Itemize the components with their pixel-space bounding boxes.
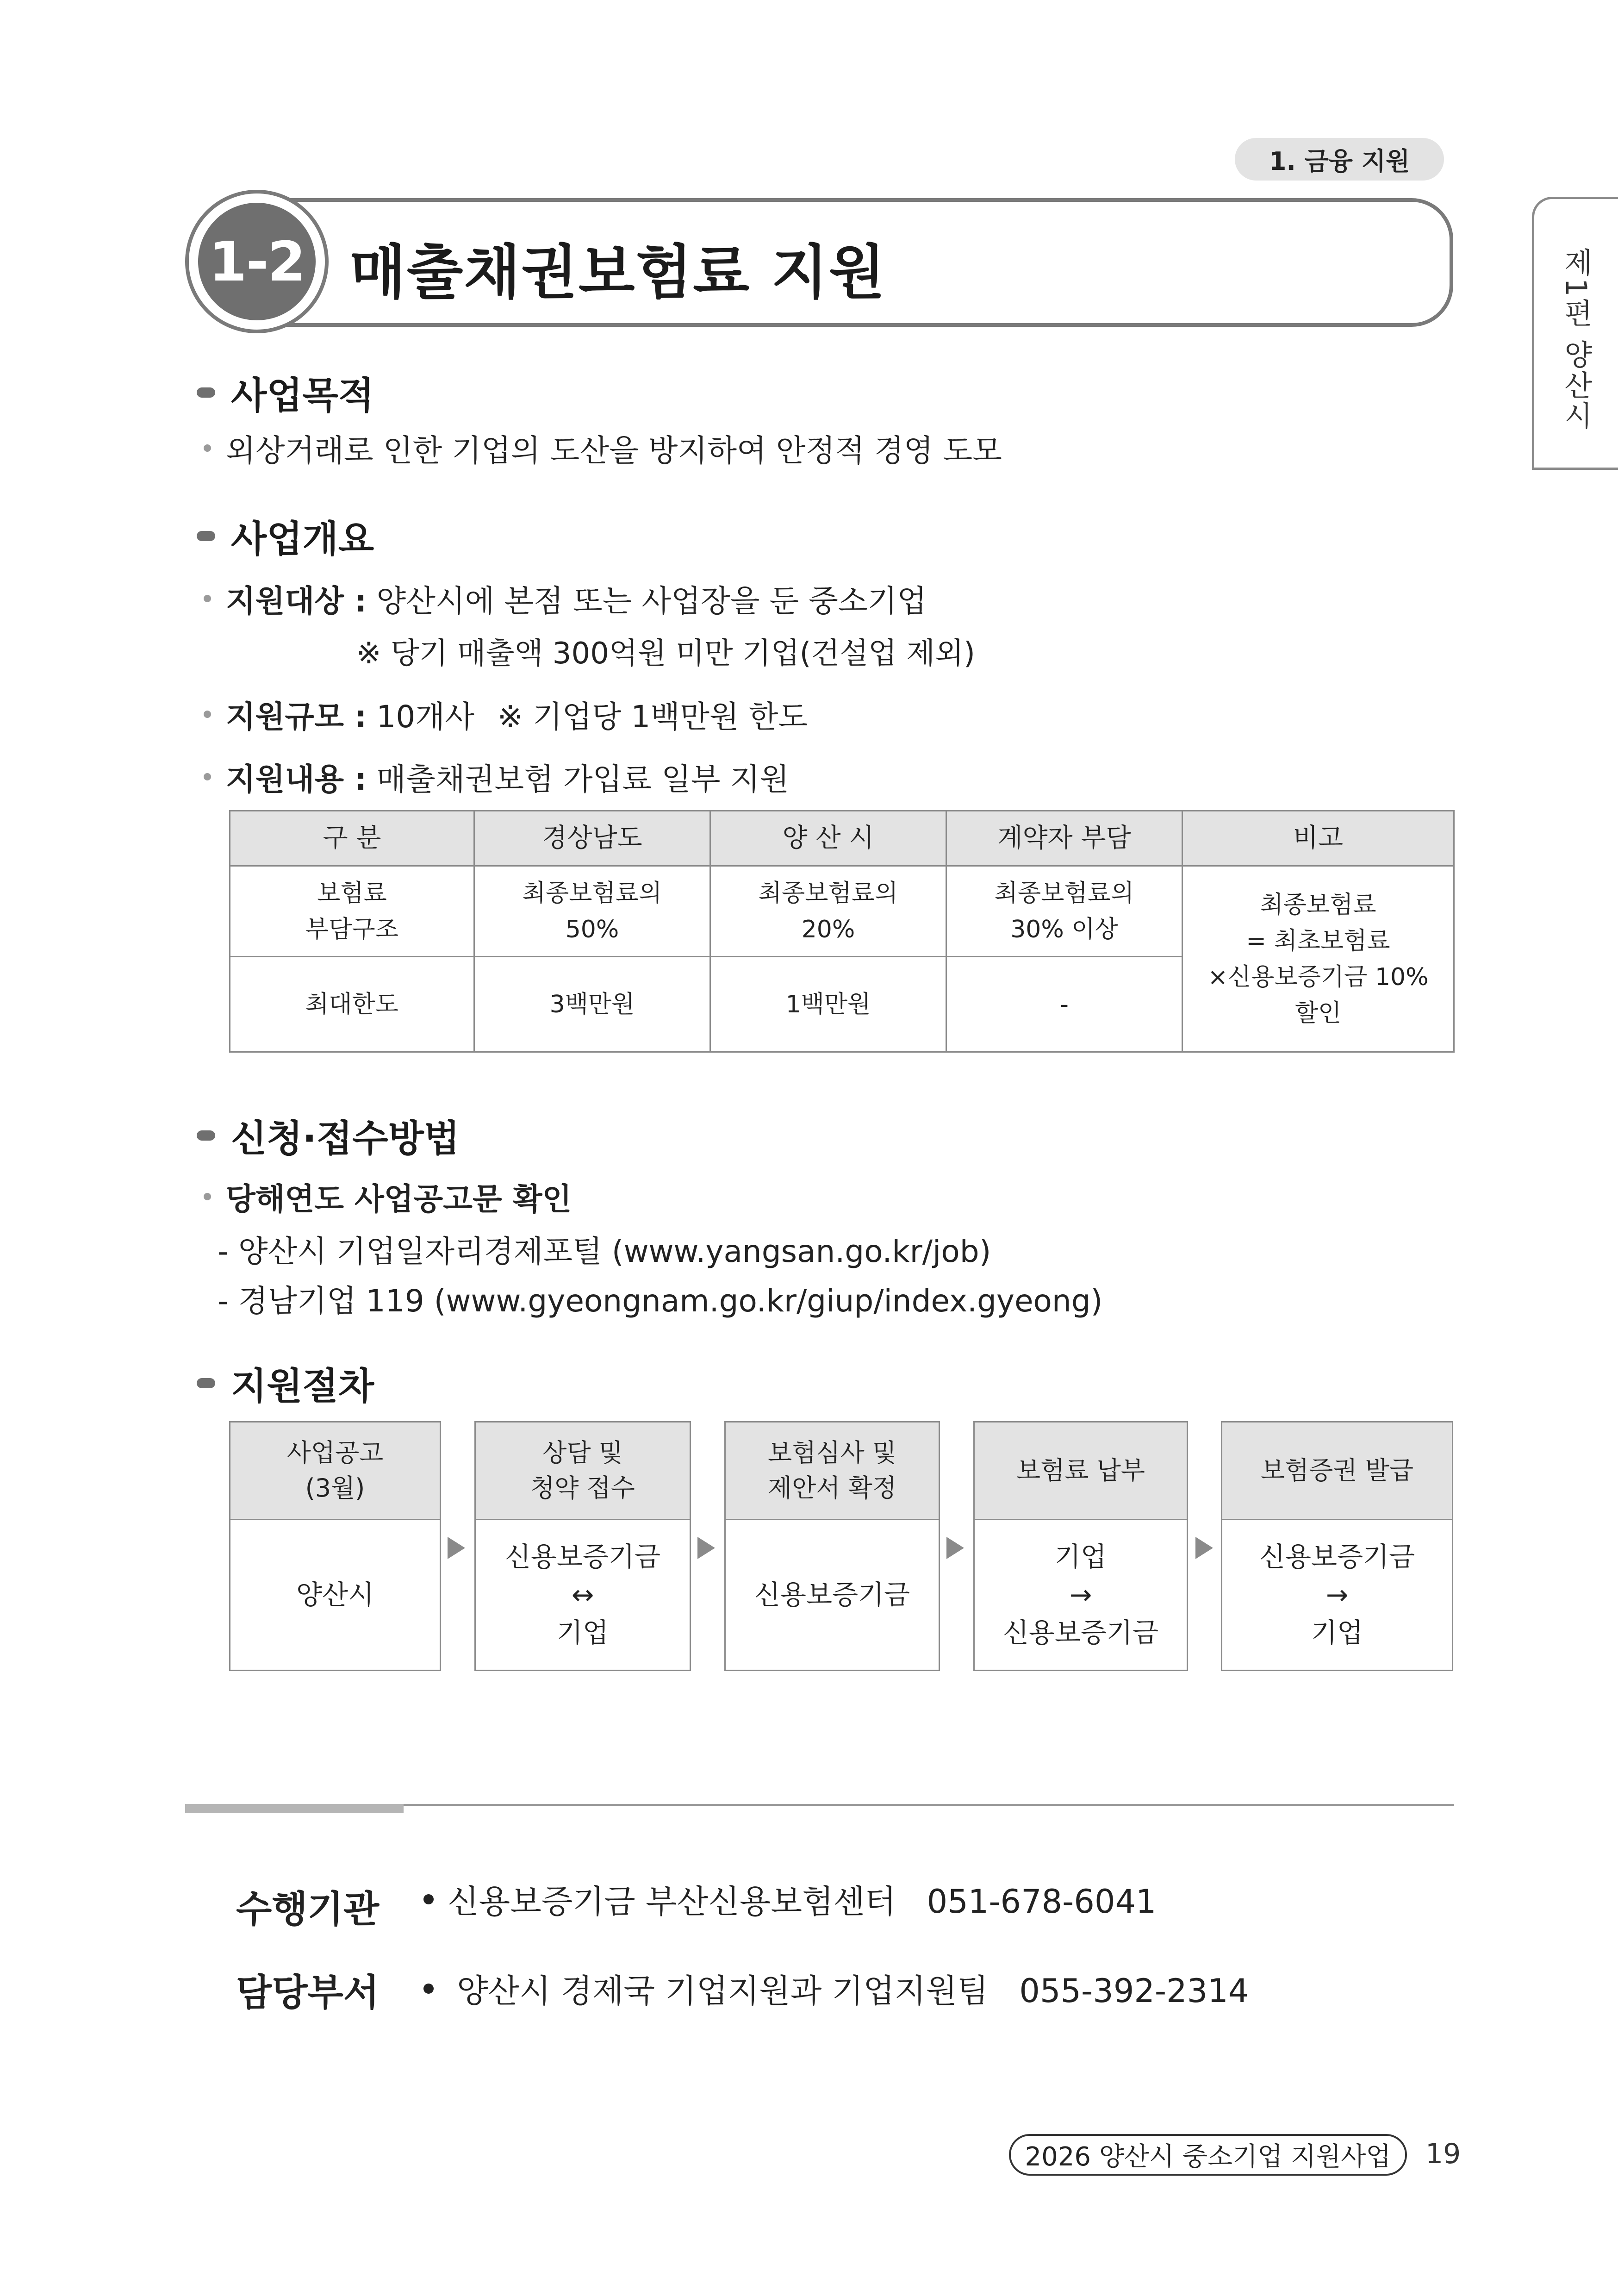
procedure-step-title: 보험심사 및 제안서 확정 (726, 1423, 939, 1520)
heading-dash-icon (197, 387, 215, 398)
footer-publication-title: 2026 양산시 중소기업 지원사업 (1009, 2134, 1407, 2176)
heading-dash-icon (197, 1378, 215, 1388)
arrow-right-icon (946, 1537, 964, 1559)
side-tab-label: 제1편 양산시 (1559, 248, 1593, 432)
purpose-heading-label: 사업목적 (231, 374, 374, 417)
table-header-cell: 구 분 (230, 811, 474, 866)
arrow-right-icon (448, 1537, 465, 1559)
overview-heading (197, 509, 374, 562)
table-cell: 보험료 부담구조 (230, 866, 474, 957)
table-note-cell: 최종보험료 = 최초보험료 ×신용보증기금 10% 할인 (1182, 866, 1454, 1052)
agency-value (423, 1876, 1157, 1922)
application-heading-label: 신청·접수방법 (231, 1117, 460, 1160)
heading-dash-icon (197, 531, 215, 541)
table-cell: 1백만원 (710, 957, 946, 1052)
table-header-cell: 경상남도 (474, 811, 710, 866)
bullet-icon (423, 1894, 434, 1904)
content-line (204, 755, 789, 799)
purpose-text (204, 426, 1002, 470)
table-header-row (230, 811, 1454, 866)
procedure-step-title: 보험료 납부 (975, 1423, 1187, 1520)
scale-value: 10개사 (376, 699, 474, 735)
procedure-step-actor: 신용보증기금 → 기업 (1259, 1541, 1415, 1648)
application-link-yangsan[interactable]: - 양산시 기업일자리경제포털 (www.yangsan.go.kr/job) (218, 1234, 991, 1269)
procedure-step-title: 사업공고 (3월) (230, 1423, 440, 1520)
procedure-heading-label: 지원절차 (231, 1365, 374, 1408)
target-note: ※ 당기 매출액 300억원 미만 기업(건설업 제외) (356, 636, 975, 671)
table-header-cell: 계약자 부담 (946, 811, 1182, 866)
procedure-step-title: 보험증권 발급 (1222, 1423, 1452, 1520)
department-value (423, 1965, 1249, 2012)
bullet-icon (204, 1193, 211, 1200)
side-section-tab (1532, 197, 1618, 470)
department-value-label: 양산시 경제국 기업지원과 기업지원팀 055-392-2314 (457, 1972, 1249, 2010)
arrow-right-icon (697, 1537, 715, 1559)
procedure-step (1221, 1421, 1453, 1671)
table-header-cell: 양 산 시 (710, 811, 946, 866)
department-label: 담당부서 (236, 1971, 380, 2014)
divider-accent (185, 1804, 404, 1813)
agency-label: 수행기관 (236, 1888, 380, 1931)
overview-heading-label: 사업개요 (231, 518, 374, 561)
table-cell: - (946, 957, 1182, 1052)
table-header-cell: 비고 (1182, 811, 1454, 866)
procedure-step-title: 상담 및 청약 접수 (476, 1423, 690, 1520)
scale-label: 지원규모 : (226, 699, 367, 735)
scale-line (204, 692, 808, 736)
page-title: 매출채권보험료 지원 (349, 238, 886, 306)
application-main (204, 1174, 572, 1218)
bullet-icon (204, 444, 211, 452)
procedure-step (724, 1421, 940, 1671)
procedure-step-actor: 기업 → 신용보증기금 (1002, 1541, 1159, 1648)
section-number: 1-2 (198, 203, 316, 320)
procedure-step (229, 1421, 441, 1671)
bullet-icon (423, 1984, 434, 1994)
heading-dash-icon (197, 1130, 215, 1141)
content-value: 매출채권보험 가입료 일부 지원 (376, 761, 790, 797)
agency-value-label: 신용보증기금 부산신용보험센터 051-678-6041 (448, 1883, 1157, 1921)
bullet-icon (204, 595, 211, 602)
target-label: 지원대상 : (226, 583, 367, 619)
table-cell: 최종보험료의 30% 이상 (946, 866, 1182, 957)
arrow-right-icon (1195, 1537, 1213, 1559)
application-link-gyeongnam[interactable]: - 경남기업 119 (www.gyeongnam.go.kr/giup/index.gyeong) (218, 1283, 1103, 1319)
application-heading (197, 1109, 460, 1162)
purpose-heading (197, 366, 374, 419)
table-cell: 최종보험료의 20% (710, 866, 946, 957)
bullet-icon (204, 773, 211, 780)
table-cell: 3백만원 (474, 957, 710, 1052)
procedure-step-actor: 신용보증기금 (754, 1579, 910, 1610)
procedure-step (474, 1421, 691, 1671)
bullet-icon (204, 711, 211, 718)
target-value: 양산시에 본점 또는 사업장을 둔 중소기업 (376, 583, 927, 619)
page-number: 19 (1425, 2138, 1461, 2170)
category-badge: 1. 금융 지원 (1235, 138, 1444, 181)
purpose-text-label: 외상거래로 인한 기업의 도산을 방지하여 안정적 경영 도모 (226, 433, 1002, 468)
procedure-heading (197, 1356, 374, 1410)
procedure-step (973, 1421, 1188, 1671)
application-main-label: 당해연도 사업공고문 확인 (226, 1181, 572, 1217)
procedure-step-actor: 신용보증기금 ↔ 기업 (504, 1541, 661, 1648)
table-row (230, 866, 1454, 957)
support-table (229, 810, 1455, 1053)
target-line (204, 576, 927, 620)
table-cell: 최대한도 (230, 957, 474, 1052)
table-cell: 최종보험료의 50% (474, 866, 710, 957)
scale-note: ※ 기업당 1백만원 한도 (497, 699, 808, 735)
procedure-step-actor: 양산시 (296, 1579, 374, 1610)
content-label: 지원내용 : (226, 761, 367, 797)
